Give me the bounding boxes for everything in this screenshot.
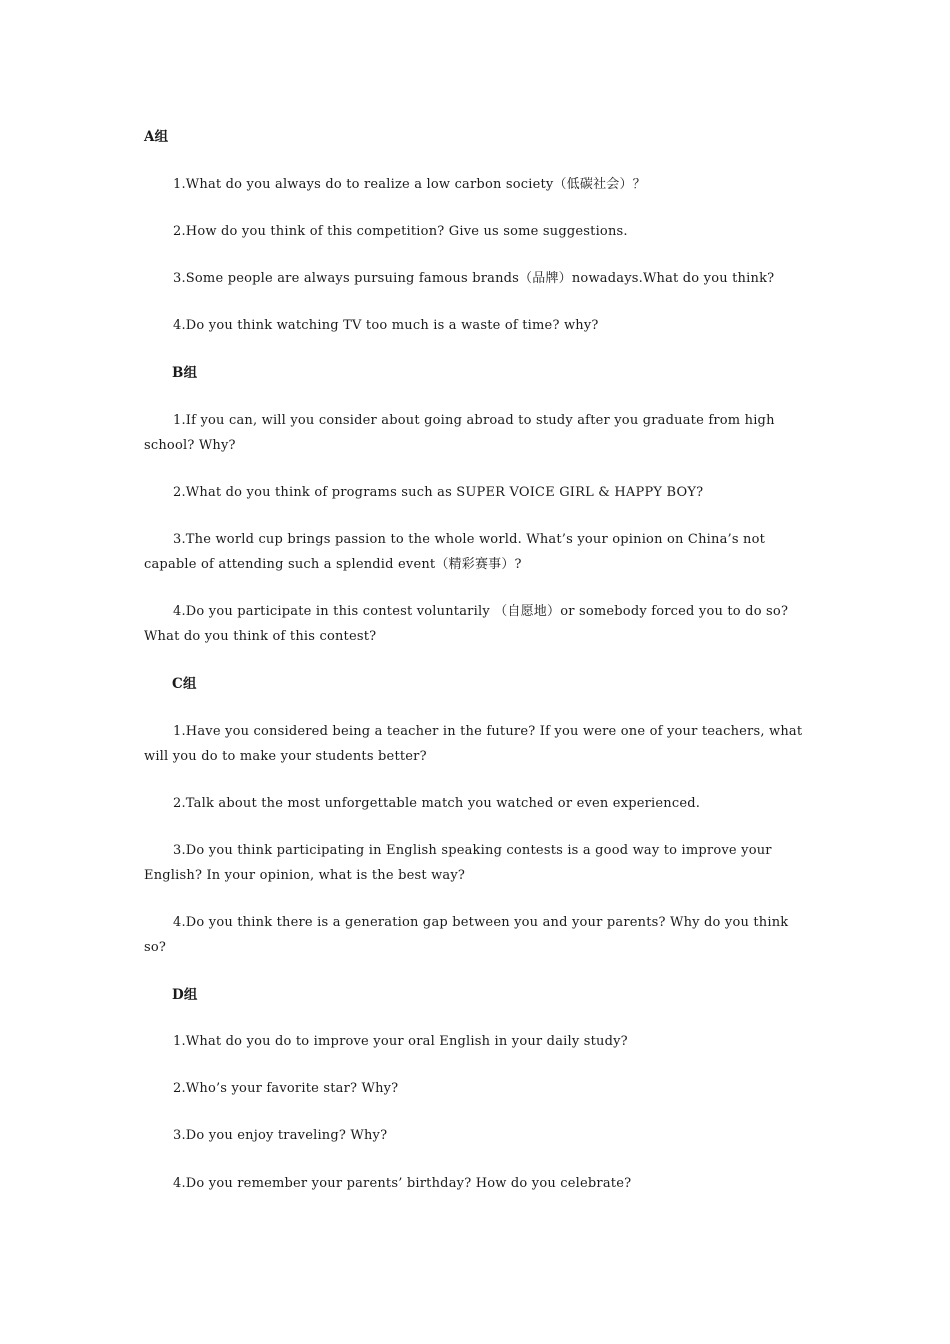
group-b-heading: B组 (172, 365, 198, 381)
group-b-question-3: 3.The world cup brings passion to the whole world. What’s your opinion on China’s not capable of attending such a splendid event（精彩赛事）? (144, 532, 766, 572)
group-a-question-3: 3.Some people are always pursuing famous brands（品牌）nowadays.What do you think? (173, 271, 775, 286)
group-b-question-1: 1.If you can, will you consider about going abroad to study after you graduate from high school? Why? (144, 413, 775, 453)
group-d-question-1: 1.What do you do to improve your oral English in your daily study? (173, 1034, 628, 1049)
group-a-heading: A组 (144, 129, 169, 145)
group-c-heading: C组 (172, 676, 197, 692)
group-a-question-2: 2.How do you think of this competition? Give us some suggestions. (173, 224, 628, 239)
group-d-heading: D组 (172, 987, 198, 1003)
group-b-question-2: 2.What do you think of programs such as SUPER VOICE GIRL & HAPPY BOY? (173, 485, 704, 500)
group-a-question-1: 1.What do you always do to realize a low carbon society（低碳社会）？ (173, 177, 646, 192)
group-d-question-3: 3.Do you enjoy traveling? Why? (173, 1128, 388, 1143)
group-c-question-1: 1.Have you considered being a teacher in the future? If you were one of your teachers, what will you do to make your students better? (144, 724, 803, 764)
group-c-question-3: 3.Do you think participating in English speaking contests is a good way to improve your English? In your opinion, what is the best way? (144, 843, 772, 883)
group-c-question-4: 4.Do you think there is a generation gap between you and your parents? Why do you think so? (144, 915, 789, 955)
group-b-question-4: 4.Do you participate in this contest voluntarily （自愿地）or somebody forced you to do so? What do you think of this contest? (144, 604, 789, 644)
group-c-question-2: 2.Talk about the most unforgettable match you watched or even experienced. (173, 796, 701, 811)
group-a-question-4: 4.Do you think watching TV too much is a waste of time? why? (173, 318, 599, 333)
group-d-question-4: 4.Do you remember your parents’ birthday? How do you celebrate? (173, 1176, 632, 1191)
group-d-question-2: 2.Who’s your favorite star? Why? (173, 1081, 399, 1096)
